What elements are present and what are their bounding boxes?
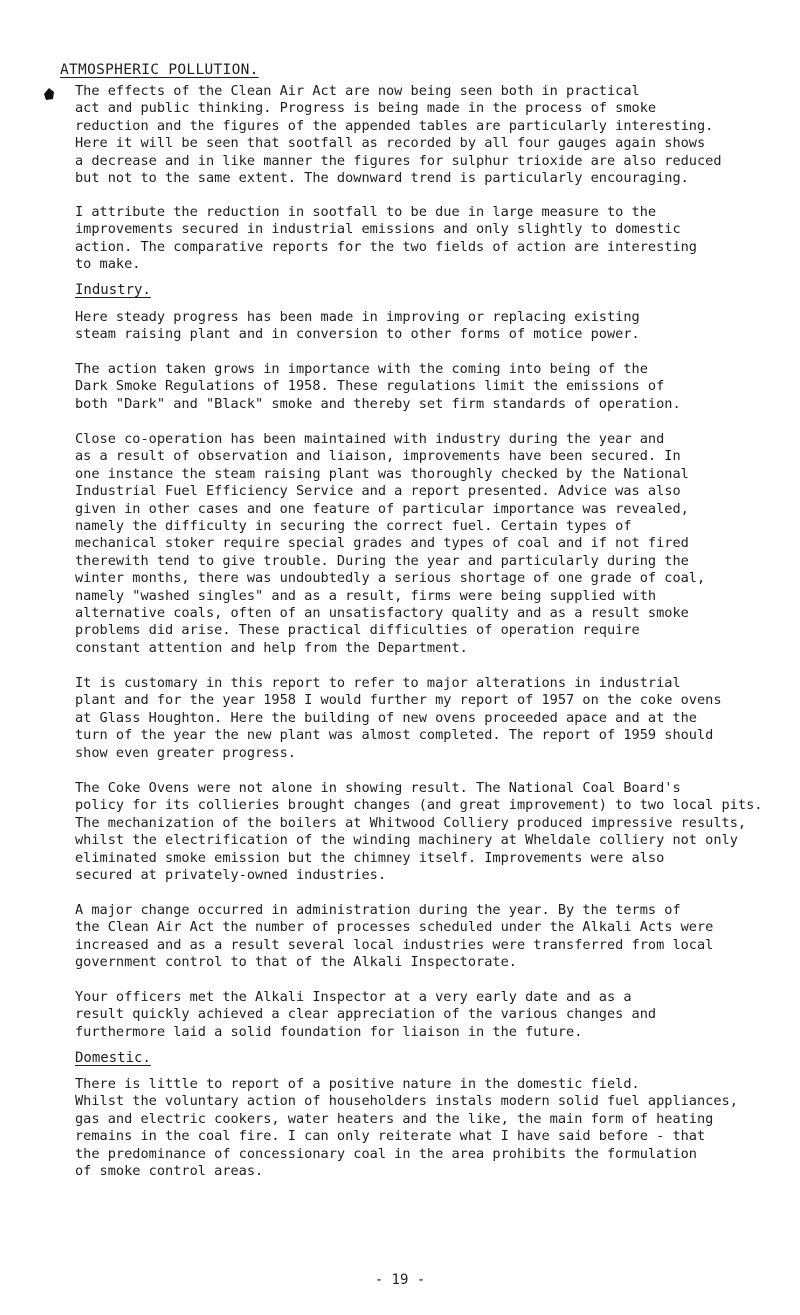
subheading-industry: Industry. [75, 282, 151, 298]
margin-bullet-mark [44, 88, 54, 100]
paragraph-dark-smoke-regulations: The action taken grows in importance with the coming into being of the Dark Smoke Regulations of 1958. These regulations limit the emissions of both "Dark" and "Black" smoke and thereby set firm standards of operation. [75, 361, 681, 412]
paragraph-domestic-field: There is little to report of a positive nature in the domestic field. Whilst the voluntary action of householders instals modern solid fuel appliances, gas and electric cookers, water heaters and the like, the main form of heating remains in the coal fire. I can only reiterate what I have said before - that the predominance of concessionary coal in the area prohibits the formulation of smoke control areas. [75, 1076, 738, 1180]
subheading-domestic: Domestic. [75, 1050, 151, 1066]
paragraph-clean-air-act-effects: The effects of the Clean Air Act are now being seen both in practical act and public thinking. Progress is being made in the process of smoke reduction and the figures of the appended tables are particularly interesting. Here it will be seen that sootfall as recorded by all four gauges again shows a decrease and in like manner the figures for sulphur trioxide are also reduced but not to the same extent. The downward trend is particularly encouraging. [75, 83, 722, 187]
paragraph-industry-cooperation: Close co-operation has been maintained with industry during the year and as a result of observation and liaison, improvements have been secured. In one instance the steam raising plant was thoroughly checked by the National Industrial Fuel Efficiency Service and a report presented. Advice was also given in other cases and one feature of particular importance was revealed, namely the difficulty in securing the correct fuel. Certain types of mechanical stoker require special grades and types of coal and if not fired therewith tend to give trouble. During the year and particularly during the winter months, there was undoubtedly a serious shortage of one grade of coal, namely "washed singles" and as a result, firms were being supplied with alternative coals, often of an unsatisfactory quality and as a result smoke problems did arise. These practical difficulties of operation require constant attention and help from the Department. [75, 431, 706, 656]
page-heading: ATMOSPHERIC POLLUTION. [60, 62, 259, 78]
page-number: - 19 - [374, 1272, 426, 1288]
paragraph-industry-progress: Here steady progress has been made in improving or replacing existing steam raising plant and in conversion to other forms of motice power. [75, 309, 640, 343]
paragraph-coke-ovens: It is customary in this report to refer to major alterations in industrial plant and for the year 1958 I would further my report of 1957 on the coke ovens at Glass Houghton. Here the building of new ovens proceeded apace and at the turn of the year the new plant was almost completed. The report of 1959 should show even greater progress. [75, 675, 722, 761]
paragraph-alkali-inspector: Your officers met the Alkali Inspector at a very early date and as a result quickly achieved a clear appreciation of the various changes and furthermore laid a solid foundation for liaison in the future. [75, 989, 657, 1040]
paragraph-administration-change: A major change occurred in administration during the year. By the terms of the Clean Air Act the number of processes scheduled under the Alkali Acts were increased and as a result several local industries were transferred from local government control to that of the Alkali Inspectorate. [75, 902, 714, 971]
paragraph-sootfall-reduction: I attribute the reduction in sootfall to be due in large measure to the improvements secured in industrial emissions and only slightly to domestic action. The comparative reports for the two fields of action are interesting to make. [75, 204, 697, 273]
paragraph-coal-board-collieries: The Coke Ovens were not alone in showing result. The National Coal Board's policy for its collieries brought changes (and great improvement) to two local pits. The mechanization of the boilers at Whitwood Colliery produced impressive results, whilst the electrification of the winding machinery at Wheldale colliery not only eliminated smoke emission but the chimney itself. Improvements were also secured at privately-owned industries. [75, 780, 763, 884]
